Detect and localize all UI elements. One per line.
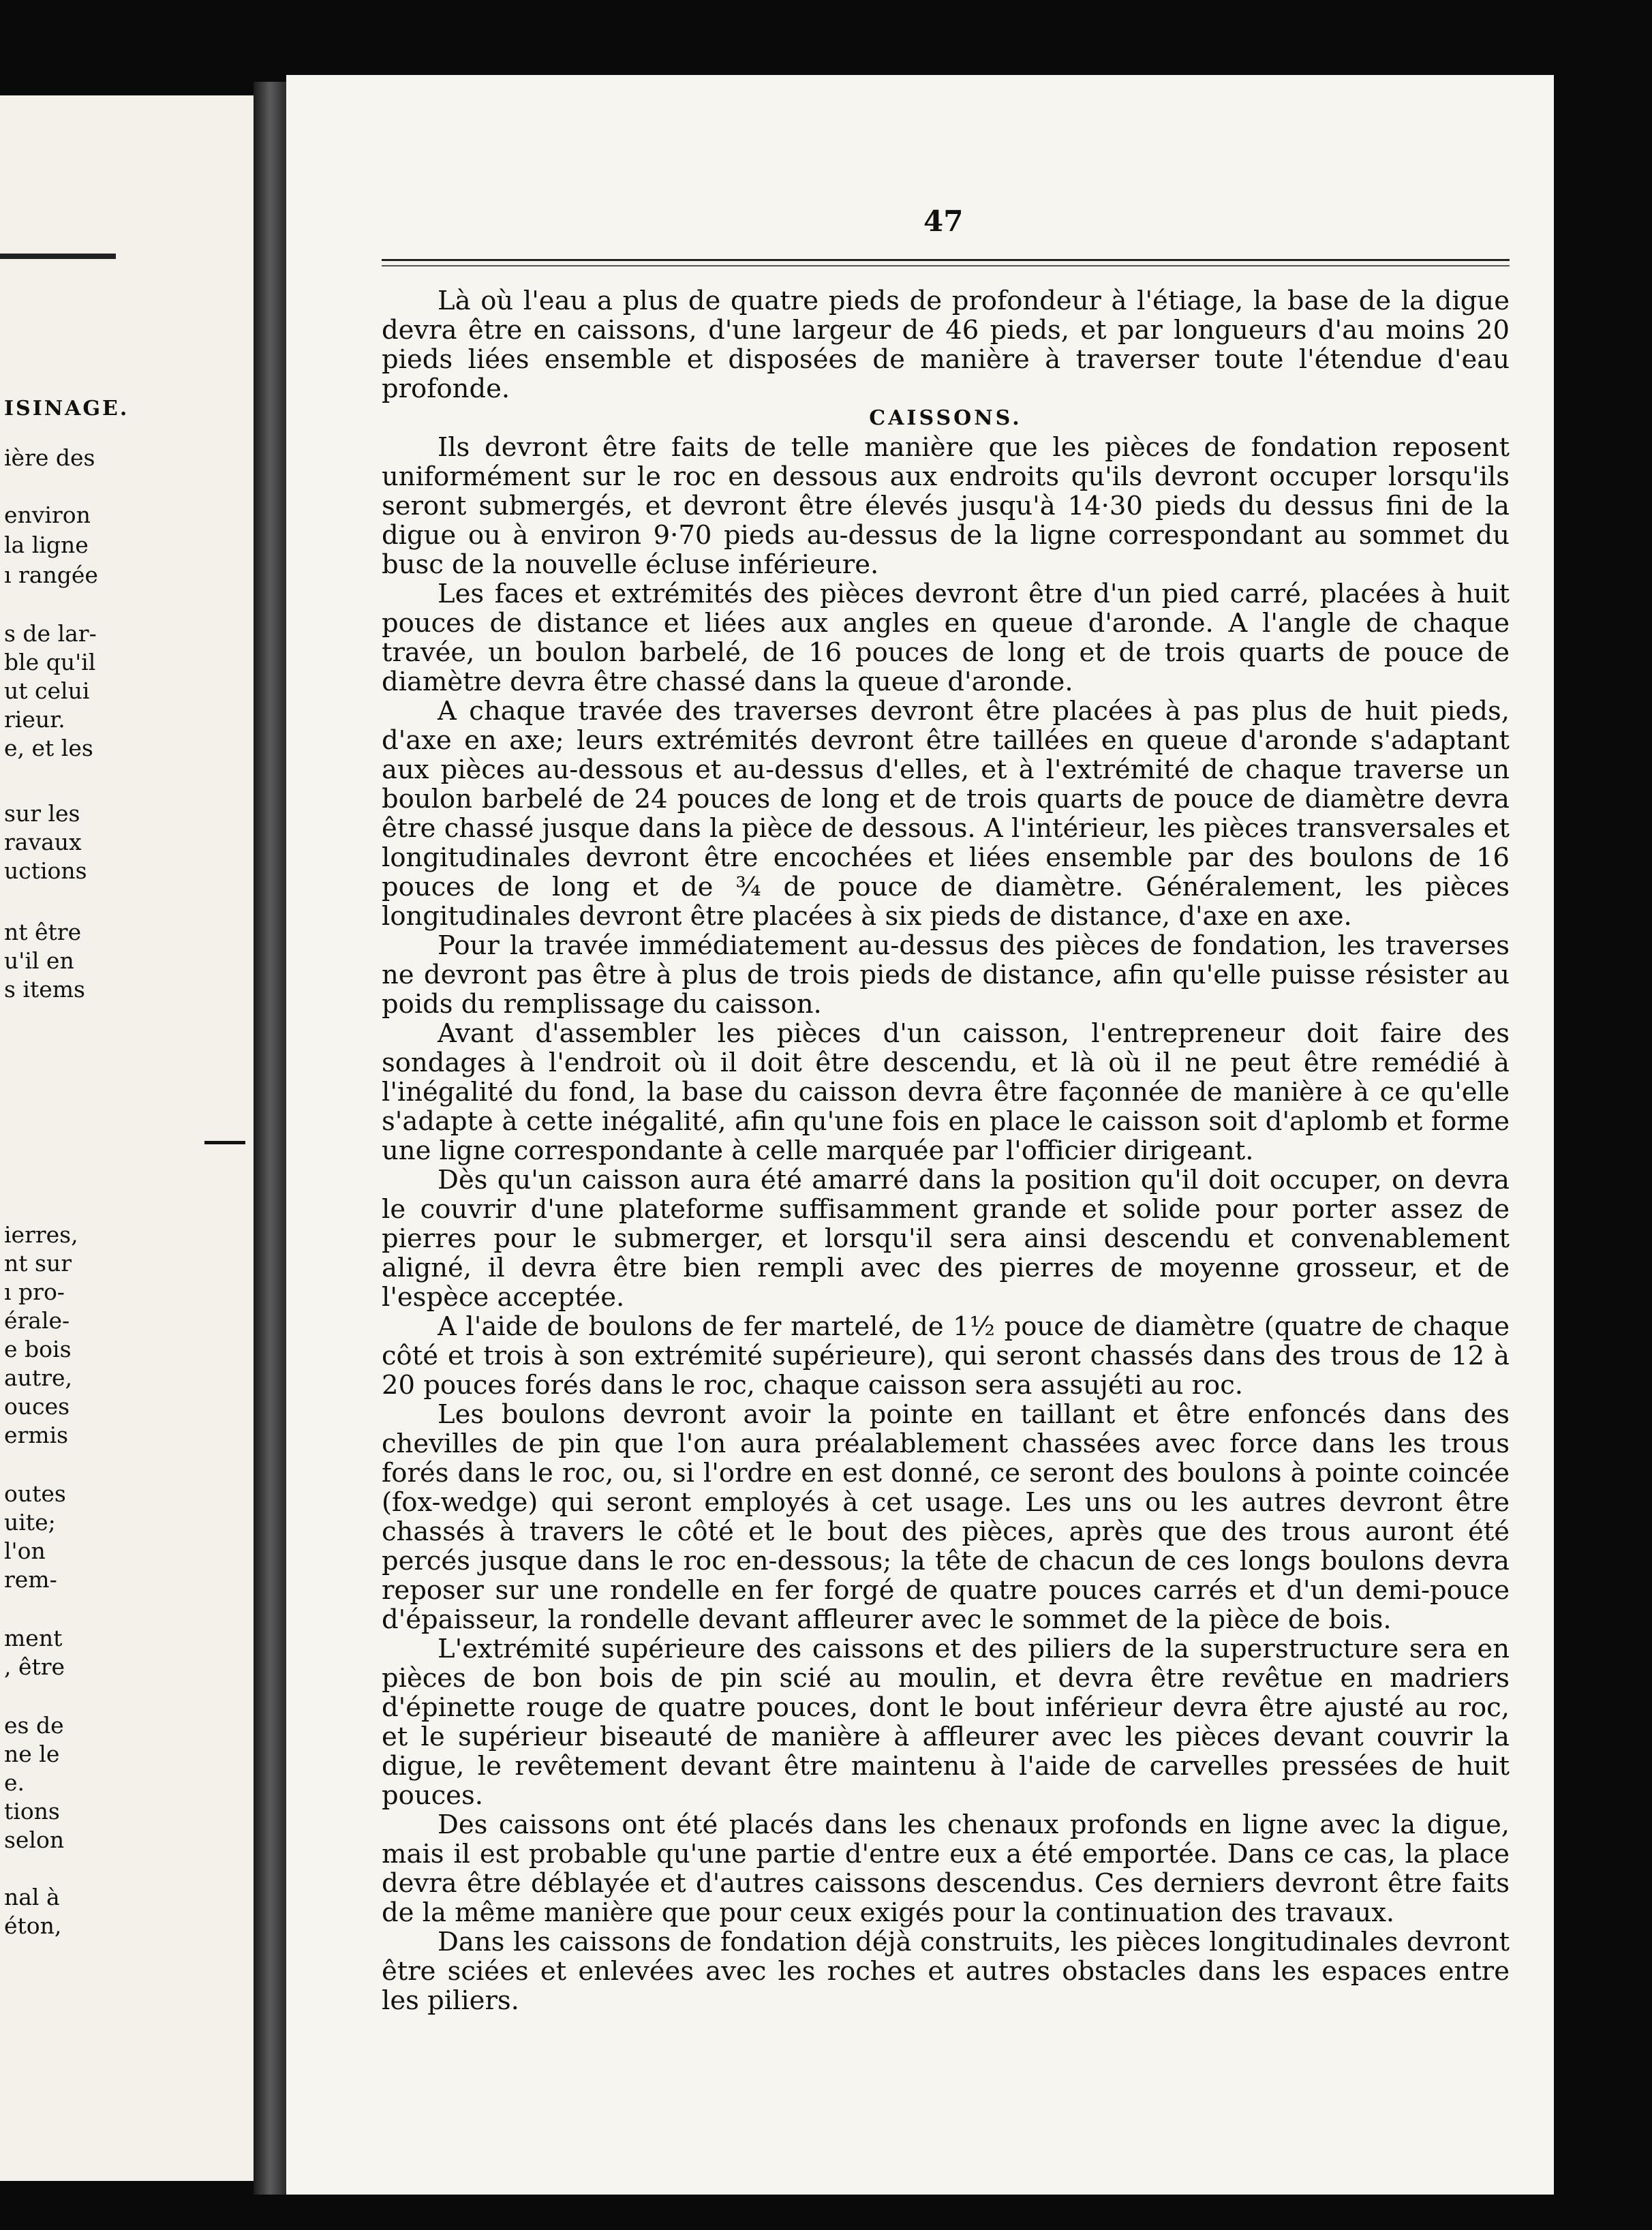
left-page-fragment: la ligne [4,532,89,558]
paragraph: Dès qu'un caisson aura été amarré dans la position qu'il doit occuper, on devra le couvrir d'une plateforme suffisamment grande et solide pour porter assez de pierres pour le submerger, et lorsqu'il sera ainsi descendu et convenablement aligné, il devra être bien rempli avec des pierres de moyenne grosseur, et de l'espèce acceptée. [382,1165,1510,1313]
left-page-rule [0,254,116,259]
book-gutter [254,82,286,2195]
paragraph: Pour la travée immédiatement au-dessus des pièces de fondation, les traverses ne devront pas être à plus de trois pieds de distance, afin qu'elle puisse résister au poids du remplissage du caisson. [382,930,1510,1020]
left-page-fragment: uite; [4,1509,56,1536]
left-page-fragment: ierres, [4,1221,78,1248]
paragraph: Les boulons devront avoir la pointe en taillant et être enfoncés dans des chevilles de pin que l'on aura préalablement chassées avec force dans les trous forés dans le roc, ou, si l'ordre en est donné, ce seront des boulons à pointe coincée (fox-wedge) qui seront employés à cet usage. Les uns ou les autres devront être chassés à travers le côté et le bout des pièces, après que des trous auront été percés jusque dans le roc en-dessous; la tête de chacun de ces longs boulons devra reposer sur une rondelle en fer forgé de quatre pouces carrés et d'un demi-pouce d'épaisseur, la rondelle devant affleurer avec le sommet de la pièce de bois. [382,1399,1510,1635]
main-page [286,75,1554,2195]
left-page-fragment: ermis [4,1422,69,1448]
left-page-fragment: e, et les [4,735,93,761]
left-page-fragment: rem- [4,1566,57,1593]
left-page-fragment: outes [4,1480,66,1507]
left-page-fragment: s de lar- [4,620,97,647]
left-page-fragment: nal à [4,1884,60,1910]
page-body [382,286,1510,2015]
paragraph: Des caissons ont été placés dans les chenaux profonds en ligne avec la digue, mais il est probable qu'une partie d'entre eux a été emportée. Dans ce cas, la place devra être déblayée et d'autres caissons descendus. Ces derniers devront être faits de la même manière que pour ceux exigés pour la continuation des travaux. [382,1809,1510,1928]
left-page-fragment: nt sur [4,1250,72,1277]
left-page-fragment: uctions [4,857,87,884]
left-page-fragment: , être [4,1653,65,1680]
left-page-fragment: éton, [4,1912,62,1939]
paragraph: Dans les caissons de fondation déjà construits, les pièces longitudinales devront être sciées et enlevées avec les roches et autres obstacles dans les espaces entre les piliers. [382,1927,1510,2016]
left-facing-page [0,95,254,2181]
left-page-fragment: ble qu'il [4,649,96,675]
paragraph: A l'aide de boulons de fer martelé, de 1½ pouce de diamètre (quatre de chaque côté et trois à son extrémité supérieure), qui seront chassés dans des trous de 12 à 20 pouces forés dans le roc, chaque caisson sera assujéti au roc. [382,1311,1510,1401]
left-page-fragment: ı rangée [4,562,98,588]
left-page-fragment: e bois [4,1336,72,1362]
left-page-fragment: sur les [4,800,80,827]
header-rule [382,259,1510,266]
left-page-fragment: tions [4,1798,60,1824]
margin-mark [204,1141,245,1144]
left-page-fragment: ne le [4,1741,60,1767]
left-page-fragment: selon [4,1827,65,1853]
left-page-fragment: ière des [4,444,95,471]
left-page-fragment: autre, [4,1364,72,1391]
section-heading: CAISSONS. [869,406,1022,430]
left-page-fragment: ut celui [4,677,90,704]
left-page-fragment: ment [4,1625,63,1651]
page-number: 47 [923,204,964,238]
left-page-fragment: ravaux [4,829,82,855]
left-page-fragment: environ [4,502,91,528]
left-page-fragment: es de [4,1712,64,1739]
paragraph: L'extrémité supérieure des caissons et des piliers de la superstructure sera en pièces de bon bois de pin scié au moulin, et devra être revêtue en madriers d'épinette rouge de quatre pouces, dont le bout inférieur devra être ajusté au roc, et le supérieur biseauté de manière à affleurer avec les pièces devant couvrir la digue, le revêtement devant être maintenu à l'aide de carvelles pressées de huit pouces. [382,1634,1510,1811]
paragraph: Avant d'assembler les pièces d'un caisson, l'entrepreneur doit faire des sondages à l'endroit où il doit être descendu, et là où il ne peut être remédié à l'inégalité du fond, la base du caisson devra être façonnée de manière à ce qu'elle s'adapte à cette inégalité, afin qu'une fois en place le caisson soit d'aplomb et forme une ligne correspondante à celle marquée par l'officier dirigeant. [382,1018,1510,1166]
paragraph: Là où l'eau a plus de quatre pieds de profondeur à l'étiage, la base de la digue devra être en caissons, d'une largeur de 46 pieds, et par longueurs d'au moins 20 pieds liées ensemble et disposées de manière à traverser toute l'étendue d'eau profonde. [382,286,1510,404]
paragraph: A chaque travée des traverses devront être placées à pas plus de huit pieds, d'axe en axe; leurs extrémités devront être taillées en queue d'aronde s'adaptant aux pièces au-dessous et au-dessus d'elles, et à l'extrémité de chaque traverse un boulon barbelé de 24 pouces de long et de trois quarts de pouce de diamètre devra être chassé jusque dans la pièce de dessous. A l'intérieur, les pièces transversales et longitudinales devront être encochées et liées ensemble par des boulons de 16 pouces de long et de ¾ de pouce de diamètre. Généralement, les pièces longitudinales devront être placées à six pieds de distance, d'axe en axe. [382,696,1510,932]
left-page-fragment: u'il en [4,947,74,974]
left-page-fragment: e. [4,1769,25,1796]
left-page-fragment: érale- [4,1307,70,1334]
paragraph: Les faces et extrémités des pièces devront être d'un pied carré, placées à huit pouces de distance et liées aux angles en queue d'aronde. A l'angle de chaque travée, un boulon barbelé, de 16 pouces de long et de trois quarts de pouce de diamètre devra être chassé dans la queue d'aronde. [382,579,1510,697]
left-page-fragment: ouces [4,1393,70,1420]
left-page-fragment: nt être [4,919,82,945]
left-page-fragment: rieur. [4,706,65,733]
left-page-fragment: l'on [4,1538,46,1564]
left-page-fragment: ı pro- [4,1279,65,1305]
left-page-fragment: s items [4,976,85,1003]
paragraph: Ils devront être faits de telle manière que les pièces de fondation reposent uniformément sur le roc en dessous aux endroits qu'ils devront occuper lorsqu'ils seront submergés, et devront être élevés jusqu'à 14·30 pieds du dessus fini de la digue ou à environ 9·70 pieds au-dessus de la ligne correspondant au sommet du busc de la nouvelle écluse inférieure. [382,432,1510,580]
left-page-fragment: ISINAGE. [4,397,129,421]
